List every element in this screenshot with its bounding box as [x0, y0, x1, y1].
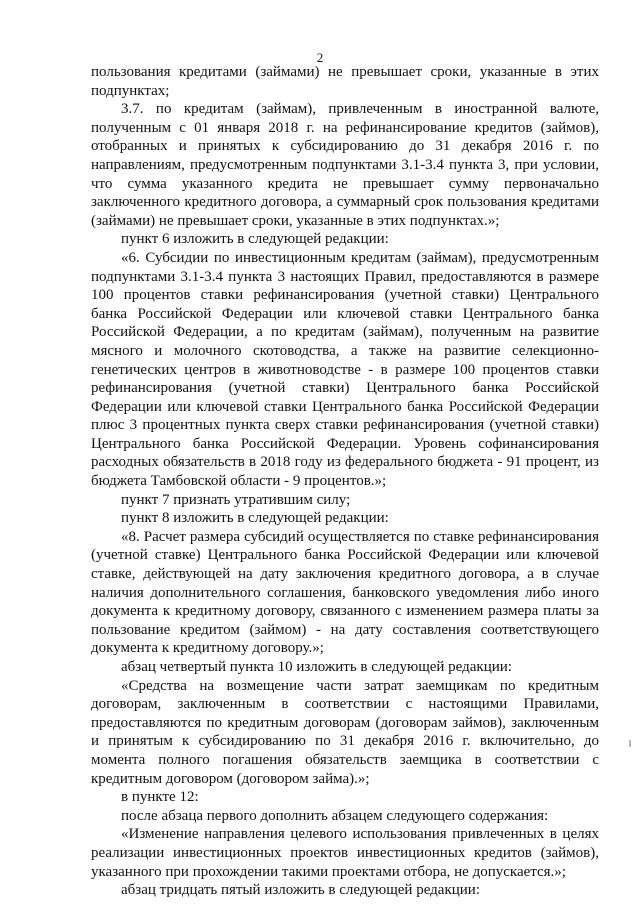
paragraph: абзац тридцать пятый изложить в следующей редакции: [121, 882, 480, 899]
paragraph: пункт 7 признать утратившим силу; [121, 491, 351, 508]
paragraph: после абзаца первого дополнить абзацем следующего содержания: [121, 807, 549, 824]
scan-artifact-mark [629, 740, 631, 747]
paragraph: «Средства на возмещение части затрат заемщикам по кредитным договорам, заключенным в соответствии с настоящими Правилами, предоставляются по кредитным договорам (договорам займов), заключенным и принятым к субсидированию по 31 декабря 2016 г. включительно, до момента полного погашения обязательств заемщика в соответствии с кредитным договором (договором займа).»; [91, 677, 599, 787]
paragraph: «6. Субсидии по инвестиционным кредитам (займам), предусмотренным подпунктами 3.1-3.4 пункта 3 настоящих Правил, предоставляются в размере 100 процентов ставки рефинансирования (учетной ставки) Центрального банка Российской Федерации или ключевой ставки Центрального банка Российской Федерации, а по кредитам (займам), полученным на развитие мясного и молочного скотоводства, а также на развитие селекционно-генетических центров в животноводстве - в размере 100 процентов ставки рефинансирования (учетной ставки) Центрального банка Российской Федерации или ключевой ставки Центрального банка Российской Федерации плюс 3 процентных пункта сверх ставки рефинансирования (учетной ставки) Центрального банка Российской Федерации. Уровень софинансирования расходных обязательств в 2018 году из федерального бюджета - 91 процент, из бюджета Тамбовской области - 9 процентов.»; [91, 249, 599, 490]
paragraph: пункт 8 изложить в следующей редакции: [121, 510, 389, 527]
page-number: 2 [316, 50, 324, 65]
paragraph: «Изменение направления целевого использования привлеченных в целях реализации инвестиционных проектов инвестиционных кредитов (займов), указанного при прохождении такими проектами отбора, не допускается.»; [91, 826, 599, 880]
paragraph: в пункте 12: [121, 789, 199, 806]
paragraph: пользования кредитами (займами) не превышает сроки, указанные в этих подпунктах; [91, 64, 599, 99]
paragraph: пункт 6 изложить в следующей редакции: [121, 231, 389, 248]
paragraph: «8. Расчет размера субсидий осуществляется по ставке рефинансирования (учетной ставке) Центрального банка Российской Федерации или ключевой ставке, действующей на дату заключения кредитного договора, а в случае наличия дополнительного соглашения, банковского уведомления либо иного документа к кредитному договору, связанного с изменением размера платы за пользование кредитом (займом) - на дату составления соответствующего документа к кредитному договору.»; [91, 528, 599, 657]
paragraph: абзац четвертый пункта 10 изложить в следующей редакции: [121, 659, 512, 675]
document-body [91, 63, 599, 900]
paragraph: 3.7. по кредитам (займам), привлеченным в иностранной валюте, полученным с 01 января 2018 г. на рефинансирование кредитов (займов), отобранных и принятых к субсидированию до 31 декабря 2016 г. по направлениям, предусмотренным подпунктами 3.1-3.4 пункта 3, при условии, что сумма указанного кредита не превышает сумму первоначально заключенного кредитного договора, а суммарный срок пользования кредитами (займами) не превышает сроки, указанные в этих подпунктах.»; [91, 101, 599, 229]
